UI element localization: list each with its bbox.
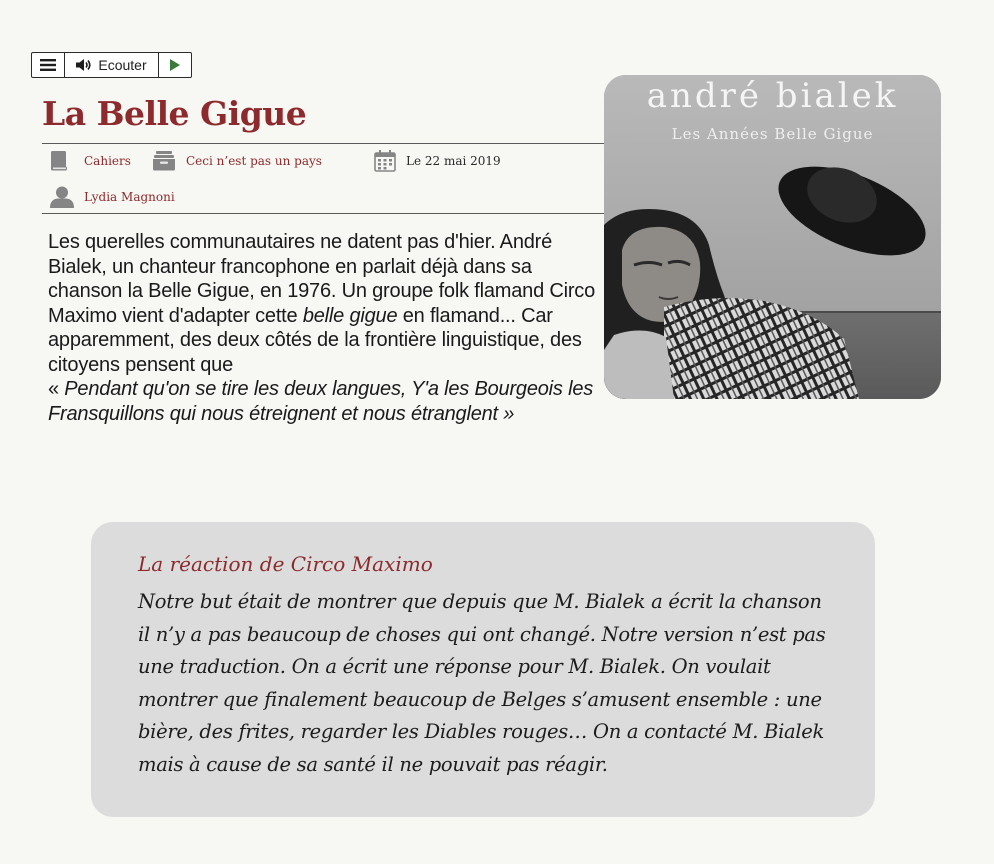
play-icon [170,59,180,71]
author-meta [42,182,605,212]
title-divider [42,143,605,144]
meta-divider [42,213,605,214]
category-label[interactable]: Cahiers [84,154,131,168]
speaker-icon [76,58,92,72]
play-button[interactable] [159,53,191,77]
menu-icon [40,59,56,71]
article-intro [48,230,608,426]
author-link[interactable] [50,186,175,208]
calendar-icon [374,150,396,172]
reaction-text: Notre but était de montrer que depuis que M. Bialek a écrit la chanson il n’y a pas beaucoup de choses qui ont changé. Notre version n’est pas une traduction. On a écrit une réponse pour M. Bialek. On voulait montrer que finalement beaucoup de Belges s’amusent ensemble : une bière, des frites, regarder les Diables rouges… On a contacté M. Bialek mais à cause de sa santé il ne pouvait pas réagir. [138,590,826,776]
box-icon [152,151,176,171]
intro-emphasis: belle gigue [302,304,398,327]
reaction-box [91,522,875,817]
category-link[interactable] [50,151,131,171]
listen-label: Ecouter [98,57,147,73]
intro-quote: Pendant qu'on se tire les deux langues, Y'a les Bourgeois les Fransquillons qui nous étreignent et nous étranglent [48,378,594,425]
cover-artist: andré bialek [646,76,899,116]
listen-button[interactable] [65,53,159,77]
cover-album: Les Années Belle Gigue [671,125,874,143]
article-meta [42,146,605,176]
album-cover-photo [604,75,941,399]
publish-date [374,150,501,172]
listen-toolbar [31,52,192,78]
intro-text-continued: en flamand... Car apparemment, des deux côtés de la frontière linguistique, des citoyens pensent que [48,304,582,376]
book-icon [50,151,68,171]
author-label[interactable]: Lydia Magnoni [84,190,175,204]
menu-button[interactable] [32,53,65,77]
date-label: Le 22 mai 2019 [406,154,501,168]
intro-text: Les querelles communautaires ne datent pas d'hier. André Bialek, un chanteur francophone en parlait déjà dans sa chanson la Belle Gigue, en 1976. Un groupe folk flamand Circo Maximo vient d'adapter cette [48,231,596,327]
album-cover [604,75,941,399]
page-title: La Belle Gigue [42,94,307,133]
quote-open: « [48,378,65,400]
section-link[interactable] [152,151,322,171]
quote-close: » [497,402,515,425]
user-icon [50,186,74,208]
section-label[interactable]: Ceci n’est pas un pays [186,154,322,168]
reaction-heading: La réaction de Circo Maximo [138,552,433,576]
